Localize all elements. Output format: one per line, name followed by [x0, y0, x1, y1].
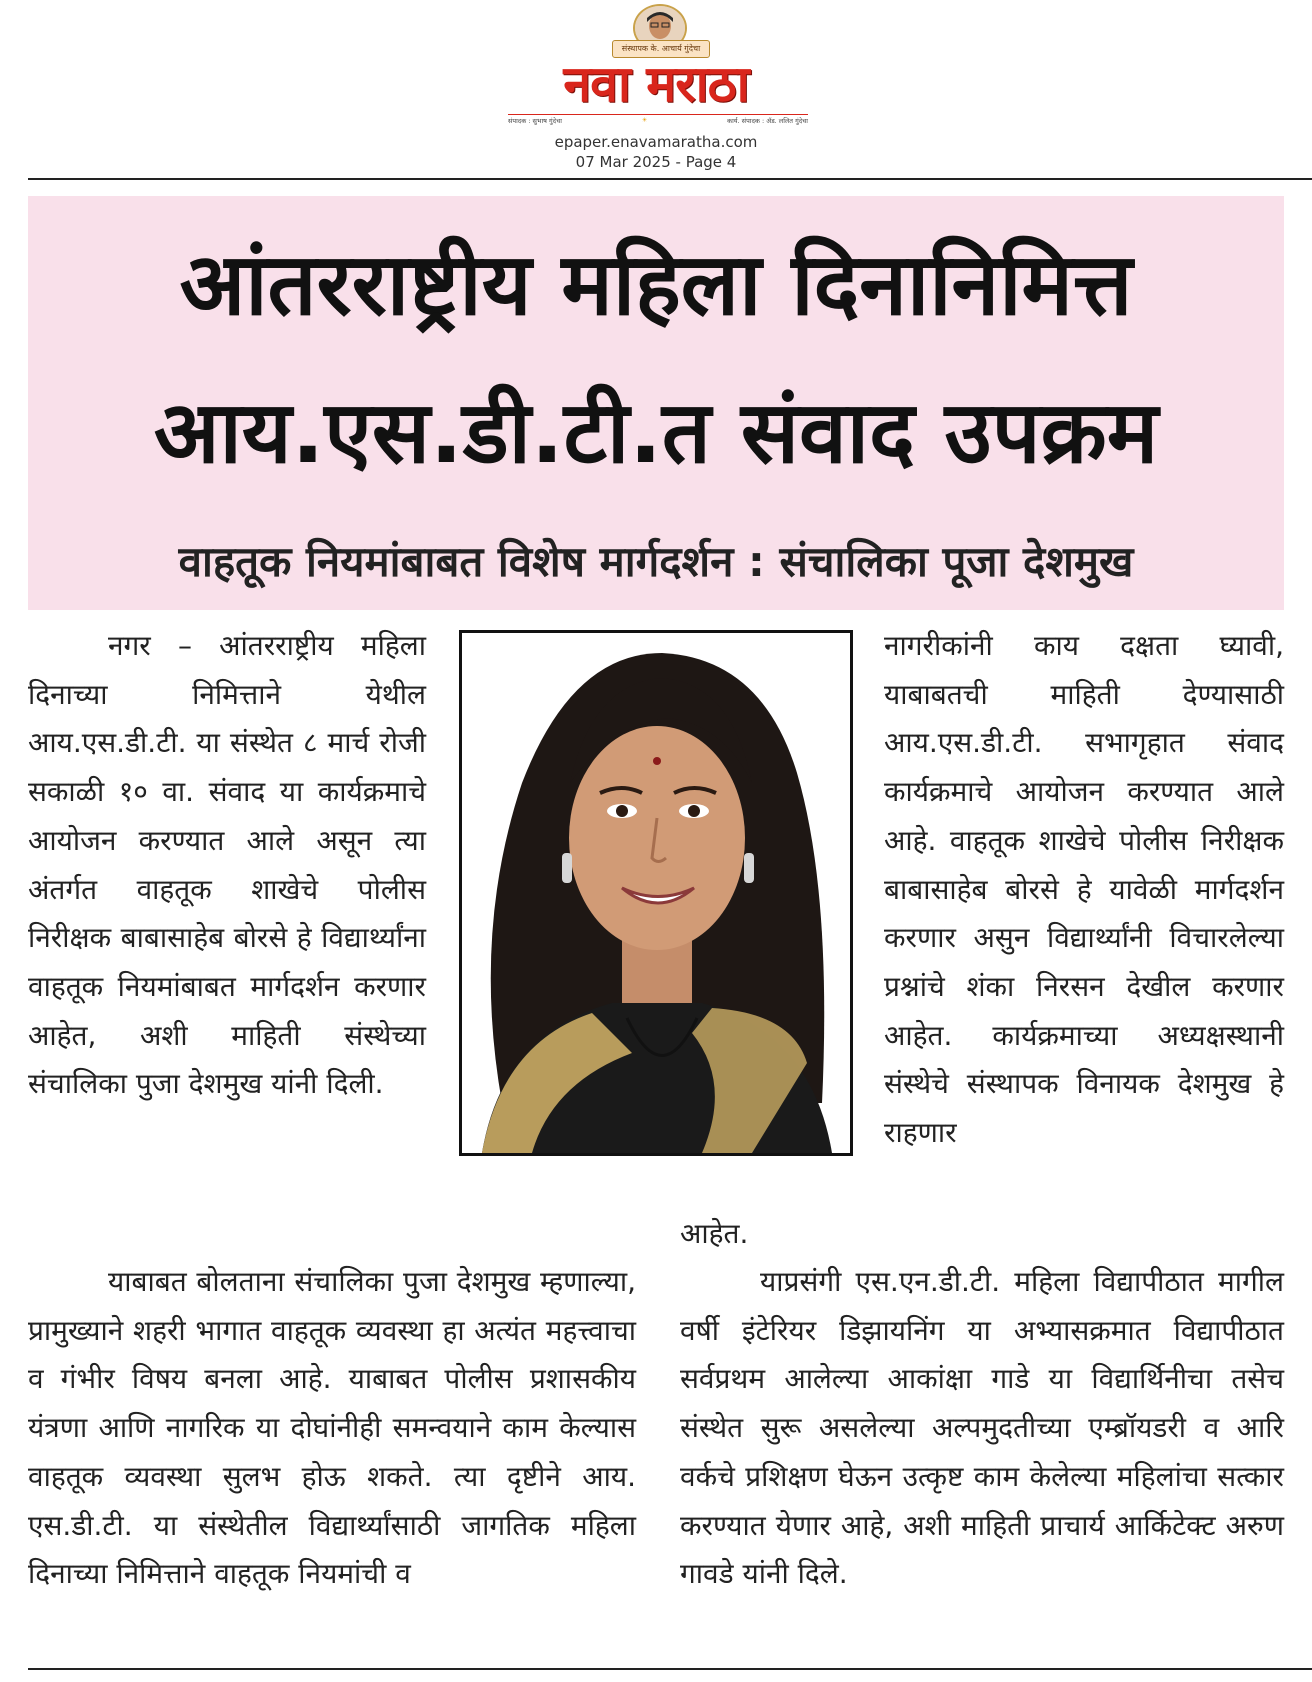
article-paragraph-2: याबाबत बोलताना संचालिका पुजा देशमुख म्हणाल्या, प्रामुख्याने शहरी भागात वाहतूक व्यवस्था हा अत्यंत महत्त्वाचा व गंभीर विषय बनला आहे. याबाबत पोलीस प्रशासकीय यंत्रणा आणि नागरिक या दोघांनीही समन्वयाने काम केल्यास वाहतूक व्यवस्था सुलभ होऊ शकते. त्या दृष्टीने आय. एस.डी.टी. या संस्थेतील विद्यार्थ्यांसाठी जागतिक महिला दिनाच्या निमित्ताने वाहतूक नियमांची व: [28, 1265, 636, 1591]
article-paragraph-right: नागरीकांनी काय दक्षता घ्यावी, याबाबतची माहिती देण्यासाठी आय.एस.डी.टी. सभागृहात संवाद कार्यक्रमाचे आयोजन करण्यात आले आहे. वाहतूक शाखेचे पोलीस निरीक्षक बाबासाहेब बोरसे हे यावेळी मार्गदर्शन करणार असुन विद्यार्थ्यांनी विचारलेल्या प्रश्नांचे शंका निरसन देखील करणार आहेत. कार्यक्रमाच्या अध्यक्षस्थानी संस्थेचे संस्थापक विनायक देशमुख हे राहणार: [884, 629, 1284, 1150]
top-divider: [28, 178, 1312, 180]
headline-line-1: आंतरराष्ट्रीय महिला दिनानिमित्त: [179, 235, 1133, 335]
sun-icon: ☀: [641, 116, 648, 124]
subheadline: वाहतूक नियमांबाबत विशेष मार्गदर्शन : संचालिका पूजा देशमुख: [178, 537, 1134, 586]
article-paragraph-3: याप्रसंगी एस.एन.डी.टी. महिला विद्यापीठात मागील वर्षी इंटेरियर डिझायनिंग या अभ्यासक्रमात विद्यापीठात सर्वप्रथम आलेल्या आकांक्षा गाडे या विद्यार्थिनीचा तसेच संस्थेत सुरू असलेल्या अल्पमुदतीच्या एम्ब्रॉयडरी व आरि वर्कचे प्रशिक्षण घेऊन उत्कृष्ट काम केलेल्या महिलांचा सत्कार करण्यात येणार आहे, अशी माहिती प्राचार्य आर्किटेक्ट अरुण गावडे यांनी दिले.: [680, 1265, 1284, 1591]
editor-left: संपादक : सुभाष गुंदेचा: [508, 117, 562, 125]
headline-box: [28, 196, 1284, 610]
article-column-bottom-right: [680, 1258, 1284, 1599]
newspaper-logo: नवा मराठा: [563, 55, 749, 113]
article-column-left: [28, 622, 426, 1109]
article-photo: [459, 630, 853, 1156]
dateline: 07 Mar 2025 - Page 4: [575, 153, 737, 171]
article-paragraph-1: नगर – आंतरराष्ट्रीय महिला दिनाच्या निमित्ताने येथील आय.एस.डी.टी. या संस्थेत ८ मार्च रोजी सकाळी १० वा. संवाद या कार्यक्रमाचे आयोजन करण्यात आले असून त्या अंतर्गत वाहतूक शाखेचे पोलीस निरीक्षक बाबासाहेब बोरसे हे विद्यार्थ्यांना वाहतूक नियमांबाबत मार्गदर्शन करणार आहेत, अशी माहिती संस्थेच्या संचालिका पुजा देशमुख यांनी दिली.: [28, 629, 426, 1101]
portrait-photo: [462, 633, 850, 1153]
article-column-right: [884, 622, 1284, 1158]
bottom-divider: [28, 1668, 1312, 1670]
masthead-tagline: संस्थापक के. आचार्य गुंदेचा: [612, 40, 710, 58]
editor-right: कार्य. संपादक : ॲड. ललित गुंदेचा: [727, 117, 808, 125]
epaper-url: epaper.enavamaratha.com: [554, 133, 758, 151]
editor-credits: [508, 114, 808, 128]
article-column-bottom-left: [28, 1258, 636, 1599]
masthead: [0, 0, 1312, 178]
headline-line-2: आय.एस.डी.टी.त संवाद उपक्रम: [153, 383, 1159, 483]
article-continuation: आहेत.: [680, 1217, 749, 1250]
